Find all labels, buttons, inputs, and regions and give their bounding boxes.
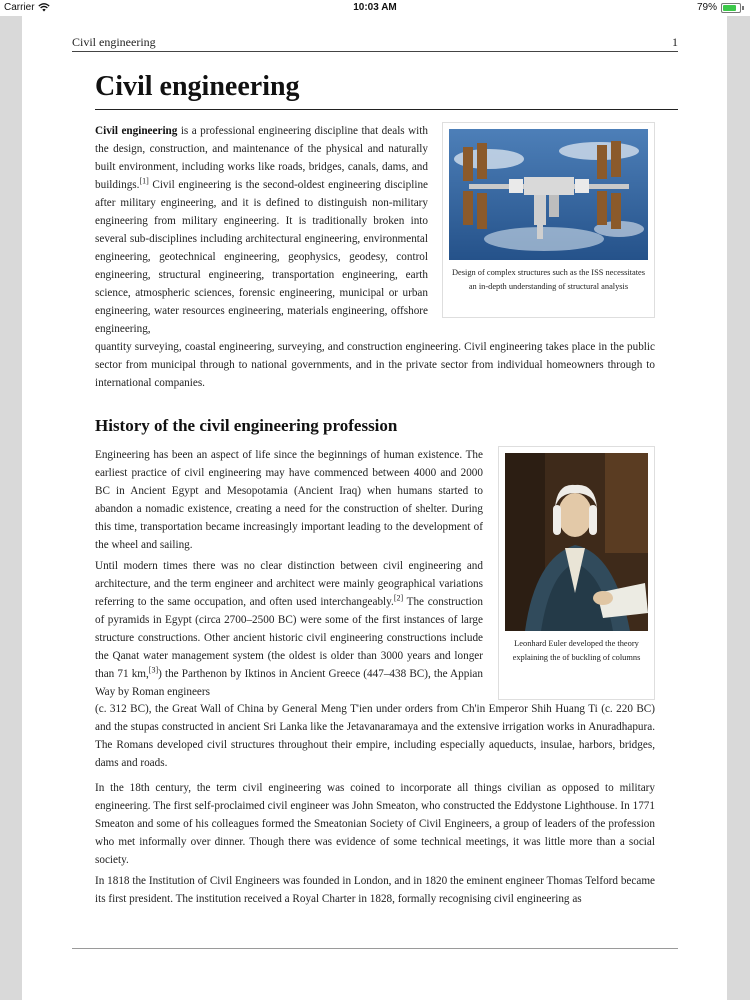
euler-figure-caption: Leonhard Euler developed the theory explaining the of buckling of columns	[512, 639, 641, 662]
reference-link-3[interactable]: [3]	[148, 665, 159, 675]
euler-figure	[498, 446, 655, 700]
history-heading: History of the civil engineering profession	[95, 416, 398, 435]
history-paragraph-1: Engineering has been an aspect of life since the beginnings of human existence. The earliest practice of civil engineering may have commenced between 4000 and 2000 BC in Ancient Egypt and Mesopotamia (Ancient Iraq) when humans started to abandon a nomadic existence, creating a need for the construction of shelter. During this time, transportation became increasingly important leading to the development of the wheel and sailing.	[95, 449, 483, 551]
battery-group	[697, 2, 744, 13]
battery-icon	[721, 3, 741, 13]
document-page[interactable]	[22, 16, 727, 1000]
battery-tip	[742, 6, 744, 10]
status-time: 10:03 AM	[353, 2, 397, 13]
history-paragraph-2	[95, 557, 483, 701]
intro-bold-term: Civil engineering	[95, 125, 178, 137]
reference-link-1[interactable]: [1]	[139, 176, 149, 186]
reference-link-2[interactable]: [2]	[393, 593, 404, 603]
history-paragraph-2-continued: (c. 312 BC), the Great Wall of China by General Meng T'ien under orders from Ch'in Emperor Shih Huang Ti (c. 220 BC) and the stupas constructed in ancient Sri Lanka like the Jetavanaramaya and the extensive irrigation works in Anuradhapura. The Romans developed civil structures throughout their empire, including especially aqueducts, insulae, harbors, bridges, dams and roads.	[95, 703, 655, 769]
page-title: Civil engineering	[95, 69, 678, 110]
iss-figure-caption: Design of complex structures such as the ISS necessitates an in-depth understanding of structural analysis	[451, 268, 646, 291]
running-header-title: Civil engineering	[72, 35, 156, 49]
history-p2-text-a: Until modern times there was no clear distinction between civil engineering and architecture, and the term engineer and architect were mainly geographical variations referring to the same occupation, and often used interchangeably.	[95, 560, 483, 608]
footer-divider	[72, 948, 678, 949]
running-header	[72, 35, 678, 52]
intro-paragraph	[95, 122, 428, 338]
carrier-label: Carrier	[4, 2, 35, 13]
iss-figure	[442, 122, 655, 318]
battery-percent: 79%	[696, 2, 717, 13]
intro-text-2: Civil engineering is the second-oldest engineering discipline after military engineering, and it is defined to distinguish non-military engineering from military engineering. It is traditionally broken into several sub-disciplines including architectural engineering, environmental engineering, geotechnical engineering, geophysics, geodesy, control engineering, structural engineering, transportation engineering, earth science, atmospheric sciences, forensic engineering, municipal or urban engineering, water resources engineering, materials engineering, offshore engineering,	[95, 179, 428, 335]
battery-fill	[723, 5, 736, 11]
history-p2-text-b: The construction of pyramids in Egypt (circa 2700–2500 BC) were some of the first instances of large structure constructions. Other ancient historic civil engineering constructions include the Qanat water management system (the oldest is older than 3000 years and longer than 71 km,	[95, 596, 483, 680]
status-bar	[0, 0, 750, 16]
euler-portrait-image[interactable]	[505, 453, 648, 631]
history-paragraph-3: In the 18th century, the term civil engineering was coined to incorporate all things civilian as opposed to military engineering. The first self-proclaimed civil engineer was John Smeaton, who constructed the Eddystone Lighthouse. In 1771 Smeaton and some of his colleagues formed the Smeatonian Society of Civil Engineers, a group of leaders of the profession who met informally over dinner. Though there was evidence of some technical meetings, it was little more than a social society.	[95, 782, 655, 866]
page-number: 1	[672, 35, 678, 49]
intro-text-1: is a professional engineering discipline that deals with the design, construction, and maintenance of the physical and naturally built environment, including works like roads, bridges, canals, dams, and buildings.	[95, 125, 428, 191]
iss-image[interactable]	[449, 129, 648, 260]
history-p2-text-c: ) the Parthenon by Iktinos in Ancient Greece (447–438 BC), the Appian Way by Roman engineers	[95, 668, 483, 698]
intro-paragraph-continued: quantity surveying, coastal engineering, surveying, and construction engineering. Civil engineering takes place in the public sector from municipal through to national governments, and in the private sector from individual homeowners through to international companies.	[95, 341, 655, 389]
history-paragraph-4: In 1818 the Institution of Civil Engineers was founded in London, and in 1820 the eminent engineer Thomas Telford became its first president. The institution received a Royal Charter in 1828, formally recognising civil engineering as	[95, 875, 655, 905]
